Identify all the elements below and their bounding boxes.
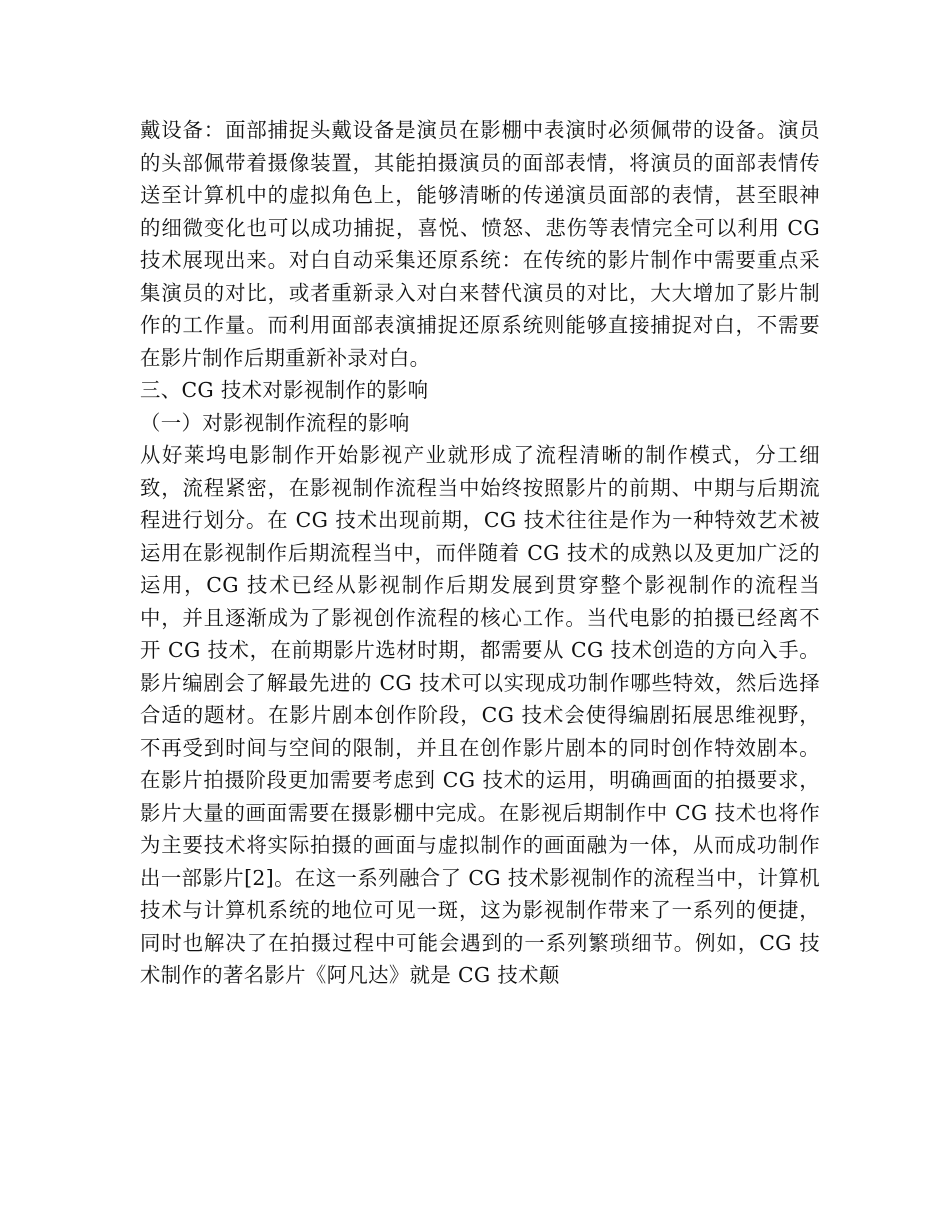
body-paragraph: 戴设备：面部捕捉头戴设备是演员在影棚中表演时必须佩带的设备。演员的头部佩带着摄像装置，其能拍摄演员的面部表情，将演员的面部表情传送至计算机中的虚拟角色上，能够清晰的传递演员面部的表情，甚至眼神的细微变化也可以成功捕捉，喜悦、愤怒、悲伤等表情完全可以利用 CG 技术展现出来。对白自动采集还原系统：在传统的影片制作中需要重点采集演员的对比，或者重新录入对白来替代演员的对比，大大增加了影片制作的工作量。而利用面部表演捕捉还原系统则能够直接捕捉对白，不需要在影片制作后期重新补录对白。 [140,118,820,370]
body-paragraph: 从好莱坞电影制作开始影视产业就形成了流程清晰的制作模式，分工细致，流程紧密，在影视制作流程当中始终按照影片的前期、中期与后期流程进行划分。在 CG 技术出现前期，CG 技术往往是作为一种特效艺术被运用在影视制作后期流程当中，而伴随着 CG 技术的成熟以及更加广泛的运用，CG 技术已经从影视制作后期发展到贯穿整个影视制作的流程当中，并且逐渐成为了影视创作流程的核心工作。当代电影的拍摄已经离不开 CG 技术，在前期影片选材时期，都需要从 CG 技术创造的方向入手。影片编剧会了解最先进的 CG 技术可以实现成功制作哪些特效，然后选择合适的题材。在影片剧本创作阶段，CG 技术会使得编剧拓展思维视野，不再受到时间与空间的限制，并且在创作影片剧本的同时创作特效剧本。在影片拍摄阶段更加需要考虑到 CG 技术的运用，明确画面的拍摄要求，影片大量的画面需要在摄影棚中完成。在影视后期制作中 CG 技术也将作为主要技术将实际拍摄的画面与虚拟制作的画面融为一体，从而成功制作出一部影片[2]。在这一系列融合了 CG 技术影视制作的流程当中，计算机技术与计算机系统的地位可见一斑，这为影视制作带来了一系列的便捷，同时也解决了在拍摄过程中可能会遇到的一系列繁琐细节。例如，CG 技术制作的著名影片《阿凡达》就是 CG 技术颠 [140,443,820,987]
document-page [140,114,820,992]
subsection-heading: （一）对影视制作流程的影响 [140,410,410,435]
section-heading: 三、CG 技术对影视制作的影响 [140,378,429,402]
